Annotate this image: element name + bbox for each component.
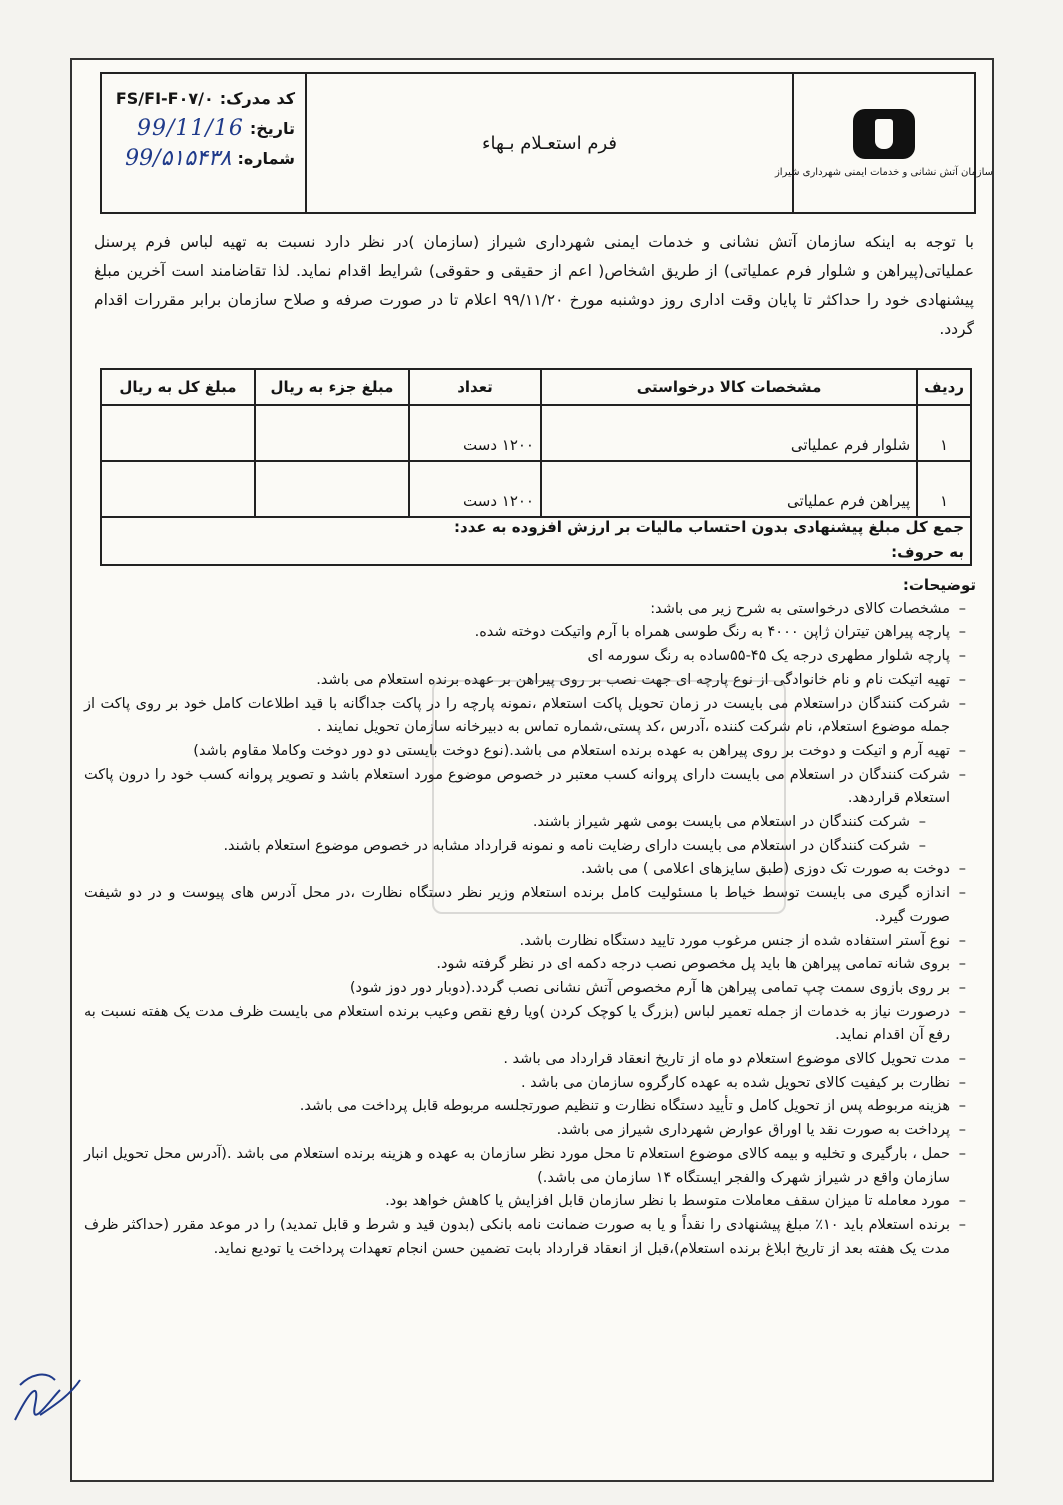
watermark-stamp (432, 680, 786, 914)
form-title-cell (307, 74, 794, 212)
doc-code-value: FS/FI-F۰۷/۰ (115, 89, 214, 108)
signature-icon (0, 1360, 90, 1440)
note-item: – اندازه گیری می بایست توسط خیاط با مسئولیت کامل برنده استعلام وزیر نظر دستگاه نظارت ،در محل آدرس های پیوست و در دو شیفت صورت گیرد. (84, 882, 966, 929)
table-row (101, 405, 971, 461)
note-item: – مورد معامله تا میزان سقف معاملات متوسط با نظر سازمان قابل افزایش یا کاهش خواهد بود. (84, 1190, 966, 1214)
note-item: – شرکت کنندگان در استعلام می بایست دارای پروانه کسب معتبر در خصوص موضوع مورد استعلام باشد و تصویر پروانه کسب خود را درون پاکت استعلام قراردهد. (84, 764, 966, 811)
col-total-price: مبلغ کل به ریال (101, 369, 255, 405)
row-quantity: ۱۲۰۰ دست (409, 461, 541, 517)
note-item: – بر روی بازوی سمت چپ تمامی پیراهن ها آرم مخصوص آتش نشانی نصب گردد.(دوبار دور دوز شود) (84, 977, 966, 1001)
table-row (101, 461, 971, 517)
row-index: ۱ (917, 405, 971, 461)
row-total-price[interactable] (101, 461, 255, 517)
row-total-price[interactable] (101, 405, 255, 461)
col-description: مشخصات کالا درخواستی (541, 369, 917, 405)
doc-date-label: تاریخ: (249, 119, 295, 138)
row-index: ۱ (917, 461, 971, 517)
row-quantity: ۱۲۰۰ دست (409, 405, 541, 461)
note-item: – نوع آستر استفاده شده از جنس مرغوب مورد تایید دستگاه نظارت باشد. (84, 930, 966, 954)
doc-number-value: 99/۵۱۵۴۳۸ (125, 146, 232, 171)
form-header (100, 72, 994, 214)
doc-code-row (108, 84, 295, 114)
table-header-row (101, 369, 971, 405)
note-item: – تهیه آرم و اتیکت و دوخت بر روی پیراهن به عهده برنده استعلام می باشد.(نوع دوخت بایستی دو دور دوخت وکاملا مقاوم باشد) (84, 740, 966, 764)
document-page (70, 58, 994, 1482)
note-item: – پارچه پیراهن تیتران ژاپن ۴۰۰۰ به رنگ طوسی همراه با آرم واتیکت دوخته شده. (84, 621, 966, 645)
form-title: فرم استعـلام بـهاء (482, 132, 618, 154)
note-item: – هزینه مربوطه پس از تحویل کامل و تأیید دستگاه نظارت و تنظیم صورتجلسه مربوطه قابل پرداخت می باشد. (84, 1095, 966, 1119)
notes-title: توضیحات: (902, 576, 976, 594)
totals-box (100, 511, 972, 566)
note-item: – درصورت نیاز به خدمات از جمله تعمیر لباس (بزرگ یا کوچک کردن )ویا رفع نقص وعیب برنده استعلام می بایست ظرف مدت یک هفته نسبت به رفع آن اقدام نماید. (84, 1001, 966, 1048)
org-caption: سازمان آتش نشانی و خدمات ایمنی شهرداری شیراز (774, 166, 994, 178)
note-item: – پارچه شلوار مطهری درجه یک ۴۵-۵۵ساده به رنگ سورمه ای (84, 645, 966, 669)
fire-department-logo-icon (853, 109, 915, 159)
notes-section (84, 574, 976, 1261)
doc-date-row (108, 114, 295, 144)
items-table (100, 368, 972, 518)
col-index: ردیف (917, 369, 971, 405)
row-unit-price[interactable] (255, 461, 409, 517)
note-item: – نظارت بر کیفیت کالای تحویل شده به عهده کارگروه سازمان می باشد . (84, 1072, 966, 1096)
doc-code-label: کد مدرک: (219, 89, 295, 108)
doc-number-row (108, 144, 295, 174)
note-item: – بروی شانه تمامی پیراهن ها باید پل مخصوص نصب درجه دکمه ای در نظر گرفته شود. (84, 953, 966, 977)
note-item: – حمل ، بارگیری و تخلیه و بیمه کالای موضوع استعلام تا محل مورد نظر سازمان به عهده و هزینه برنده استعلام می باشد .(آدرس محل تحویل انبار سازمان واقع در شیراز شهرک والفجر ایستگاه ۱۴ سازمان می باشد.) (84, 1143, 966, 1190)
col-unit-price: مبلغ جزء به ریال (255, 369, 409, 405)
row-unit-price[interactable] (255, 405, 409, 461)
doc-number-label: شماره: (237, 149, 295, 168)
row-description: پیراهن فرم عملیاتی (541, 461, 917, 517)
total-numeric-label: جمع کل مبلغ پیشنهادی بدون احتساب مالیات بر ارزش افزوده به عدد: (454, 518, 964, 536)
note-item: – شرکت کنندگان در استعلام می بایست بومی شهر شیراز باشند. (84, 811, 966, 835)
row-description: شلوار فرم عملیاتی (541, 405, 917, 461)
note-item: – تهیه اتیکت نام و نام خانوادگی از نوع پارچه ای جهت نصب بر روی پیراهن بر عهده برنده استعلام می باشد. (84, 669, 966, 693)
total-words-label: به حروف: (891, 543, 964, 561)
note-item: – برنده استعلام باید ۱۰٪ مبلغ پیشنهادی را نقداً و یا به صورت ضمانت نامه بانکی (بدون قید و شرط و قابل تمدید) را در موعد مقرر (حداکثر ظرف مدت یک هفته بعد از تاریخ ابلاغ برنده استعلام)،قبل از انعقاد قرارداد بابت تضمین حسن انجام تعهدات پرداخت یا تودیع نماید. (84, 1214, 966, 1261)
note-item: – شرکت کنندگان در استعلام می بایست دارای رضایت نامه و نمونه قرارداد مشابه در خصوص موضوع استعلام باشند. (84, 835, 966, 859)
note-item: – پرداخت به صورت نقد یا اوراق عوارض شهرداری شیراز می باشد. (84, 1119, 966, 1143)
document-meta (102, 74, 307, 212)
note-item: – مدت تحویل کالای موضوع استعلام دو ماه از تاریخ انعقاد قرارداد می باشد . (84, 1048, 966, 1072)
note-item: – شرکت کنندگان دراستعلام می بایست در زمان تحویل پاکت استعلام ،نمونه پارچه را در پاکت جداگانه با قید اطلاعات کامل خود بر روی پاکت از جمله موضوع استعلام، نام شرکت کننده ،آدرس ،کد پستی،شماره تماس به دبیرخانه سازمان تحویل نمایند . (84, 693, 966, 740)
note-item: – دوخت به صورت تک دوزی (طبق سایزهای اعلامی ) می باشد. (84, 858, 966, 882)
col-quantity: تعداد (409, 369, 541, 405)
org-logo-cell (774, 74, 994, 212)
intro-paragraph: با توجه به اینکه سازمان آتش نشانی و خدمات ایمنی شهرداری شیراز (سازمان )در نظر دارد نسبت به تهیه لباس فرم پرسنل عملیاتی(پیراهن و شلوار فرم عملیاتی) از طریق اشخاص( اعم از حقیقی و حقوقی) شرایط اقدام نماید. لذا تقاضامند است آخرین مبلغ پیشنهادی خود را حداکثر تا پایان وقت اداری روز دوشنبه مورخ ۹۹/۱۱/۲۰ اعلام تا در صورت صرفه و صلاح سازمان برابر مقررات اقدام گردد. (94, 233, 974, 338)
doc-date-value: 99/11/16 (137, 116, 244, 141)
note-item: – مشخصات کالای درخواستی به شرح زیر می باشد: (84, 598, 966, 622)
